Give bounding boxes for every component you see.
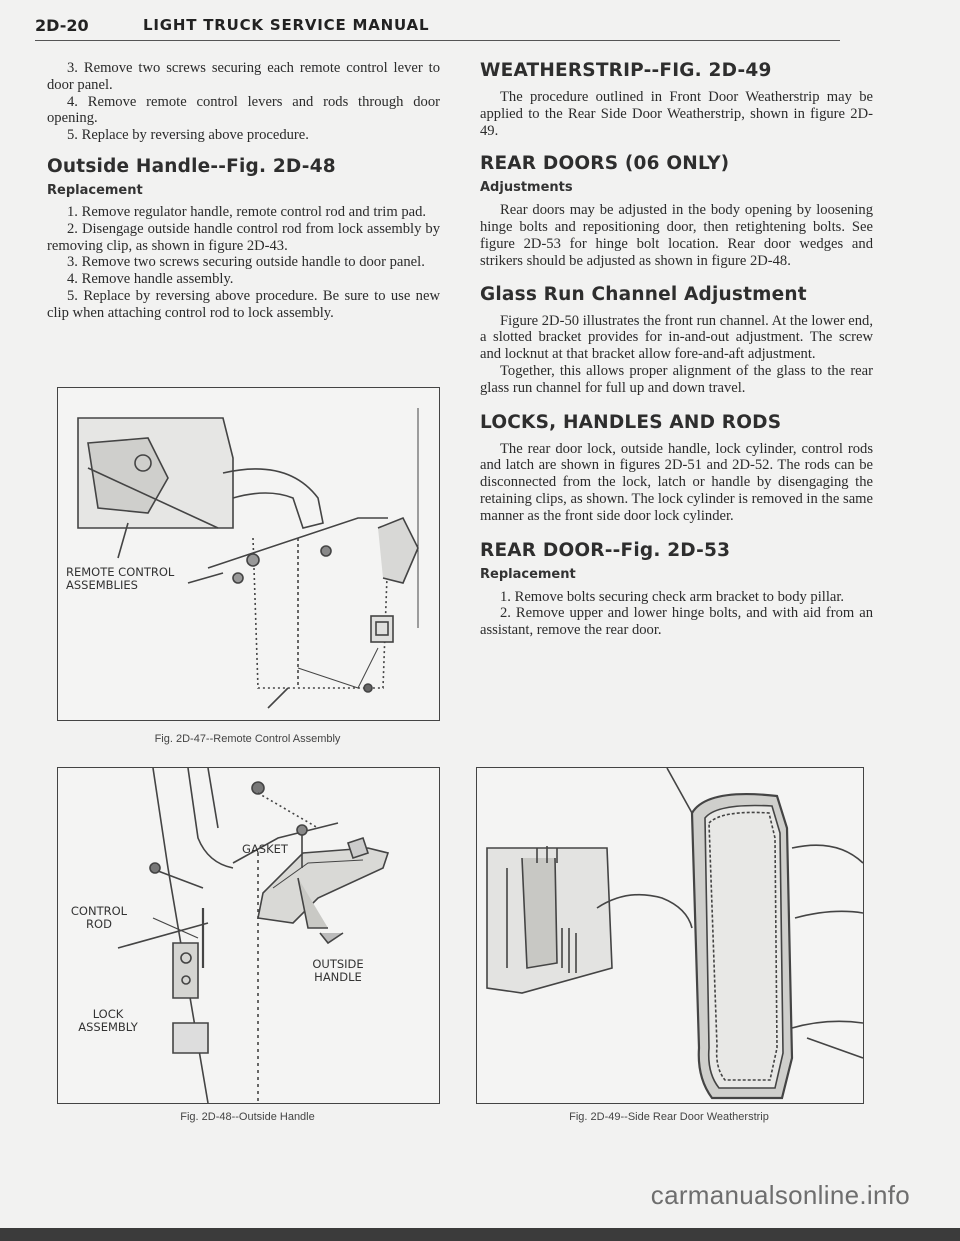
page-number: 2D-20 [35,16,89,35]
outside-handle-illustration [58,768,439,1103]
manual-title: LIGHT TRUCK SERVICE MANUAL [143,16,430,34]
section-heading-outside-handle: Outside Handle--Fig. 2D-48 [47,155,336,177]
step-text: 2. Disengage outside handle control rod from lock assembly by removing clip, as shown in figure 2D-43. [47,220,440,254]
remote-control-label: REMOTE CONTROL ASSEMBLIES [66,565,175,592]
step-text: 3. Remove two screws securing outside handle to door panel. [67,254,425,271]
body-text: Figure 2D-50 illustrates the front run channel. At the lower end, a slotted bracket provides for in-and-out adjustment. The screw and locknut at that bracket allow fore-and-aft adjustment. [480,312,873,363]
left-column [47,60,440,322]
subheading-adjustments: Adjustments [480,180,573,196]
lock-assembly-label: LOCK ASSEMBLY [78,1007,138,1034]
page-header [35,8,840,41]
step-text: 1. Remove bolts securing check arm bracket to body pillar. [500,588,845,605]
right-column [480,60,873,639]
section-heading-glass-run: Glass Run Channel Adjustment [480,283,807,305]
outside-handle-label: OUTSIDE HANDLE [312,957,364,984]
figure-remote-control-assembly [57,387,440,721]
section-heading-locks: LOCKS, HANDLES AND RODS [480,411,782,433]
page-bottom-bar [0,1228,960,1241]
remote-control-illustration [58,388,439,720]
weatherstrip-illustration [477,768,863,1103]
step-text: 3. Remove two screws securing each remote control lever to door panel. [47,60,440,93]
body-text: The rear door lock, outside handle, lock cylinder, control rods and latch are shown in figures 2D-51 and 2D-52. The rods can be disconnected from the lock, latch or handle by disengaging the retaining clips, as shown. The lock cylinder is removed in the same manner as the front side door lock cylinder. [480,440,873,524]
subheading-replacement: Replacement [480,566,576,582]
figure-caption: Fig. 2D-49--Side Rear Door Weatherstrip [569,1111,769,1123]
step-text: 4. Remove handle assembly. [67,271,234,288]
section-heading-rear-door: REAR DOOR--Fig. 2D-53 [480,539,731,561]
section-heading-weatherstrip: WEATHERSTRIP--FIG. 2D-49 [480,60,772,81]
step-text: 2. Remove upper and lower hinge bolts, and with aid from an assistant, remove the rear door. [480,605,873,639]
body-text: Rear doors may be adjusted in the body opening by loosening hinge bolts and repositioning door, then retightening bolts. See figure 2D-53 for hinge bolt location. Rear door wedges and strikers should be adjusted as shown in figure 2D-48. [480,202,873,269]
figure-side-rear-door-weatherstrip [476,767,864,1104]
gasket-label: GASKET [242,842,288,856]
watermark: carmanualsonline.info [650,1180,910,1210]
figure-caption: Fig. 2D-47--Remote Control Assembly [154,733,341,745]
step-text: 5. Replace by reversing above procedure. [67,127,309,144]
figure-outside-handle [57,767,440,1104]
body-text: The procedure outlined in Front Door Weatherstrip may be applied to the Rear Side Door Weatherstrip, shown in figure 2D-49. [480,89,873,139]
subheading-replacement: Replacement [47,182,143,198]
step-text: 1. Remove regulator handle, remote control rod and trim pad. [67,203,427,220]
step-text: 5. Replace by reversing above procedure. Be sure to use new clip when attaching control rod to lock assembly. [47,287,440,321]
body-text: Together, this allows proper alignment of the glass to the rear glass run channel for full up and down travel. [480,362,873,396]
step-text: 4. Remove remote control levers and rods through door opening. [47,93,440,127]
figure-caption: Fig. 2D-48--Outside Handle [180,1111,315,1123]
section-heading-rear-doors: REAR DOORS (06 ONLY) [480,153,730,175]
control-rod-label: CONTROL ROD [70,904,128,931]
